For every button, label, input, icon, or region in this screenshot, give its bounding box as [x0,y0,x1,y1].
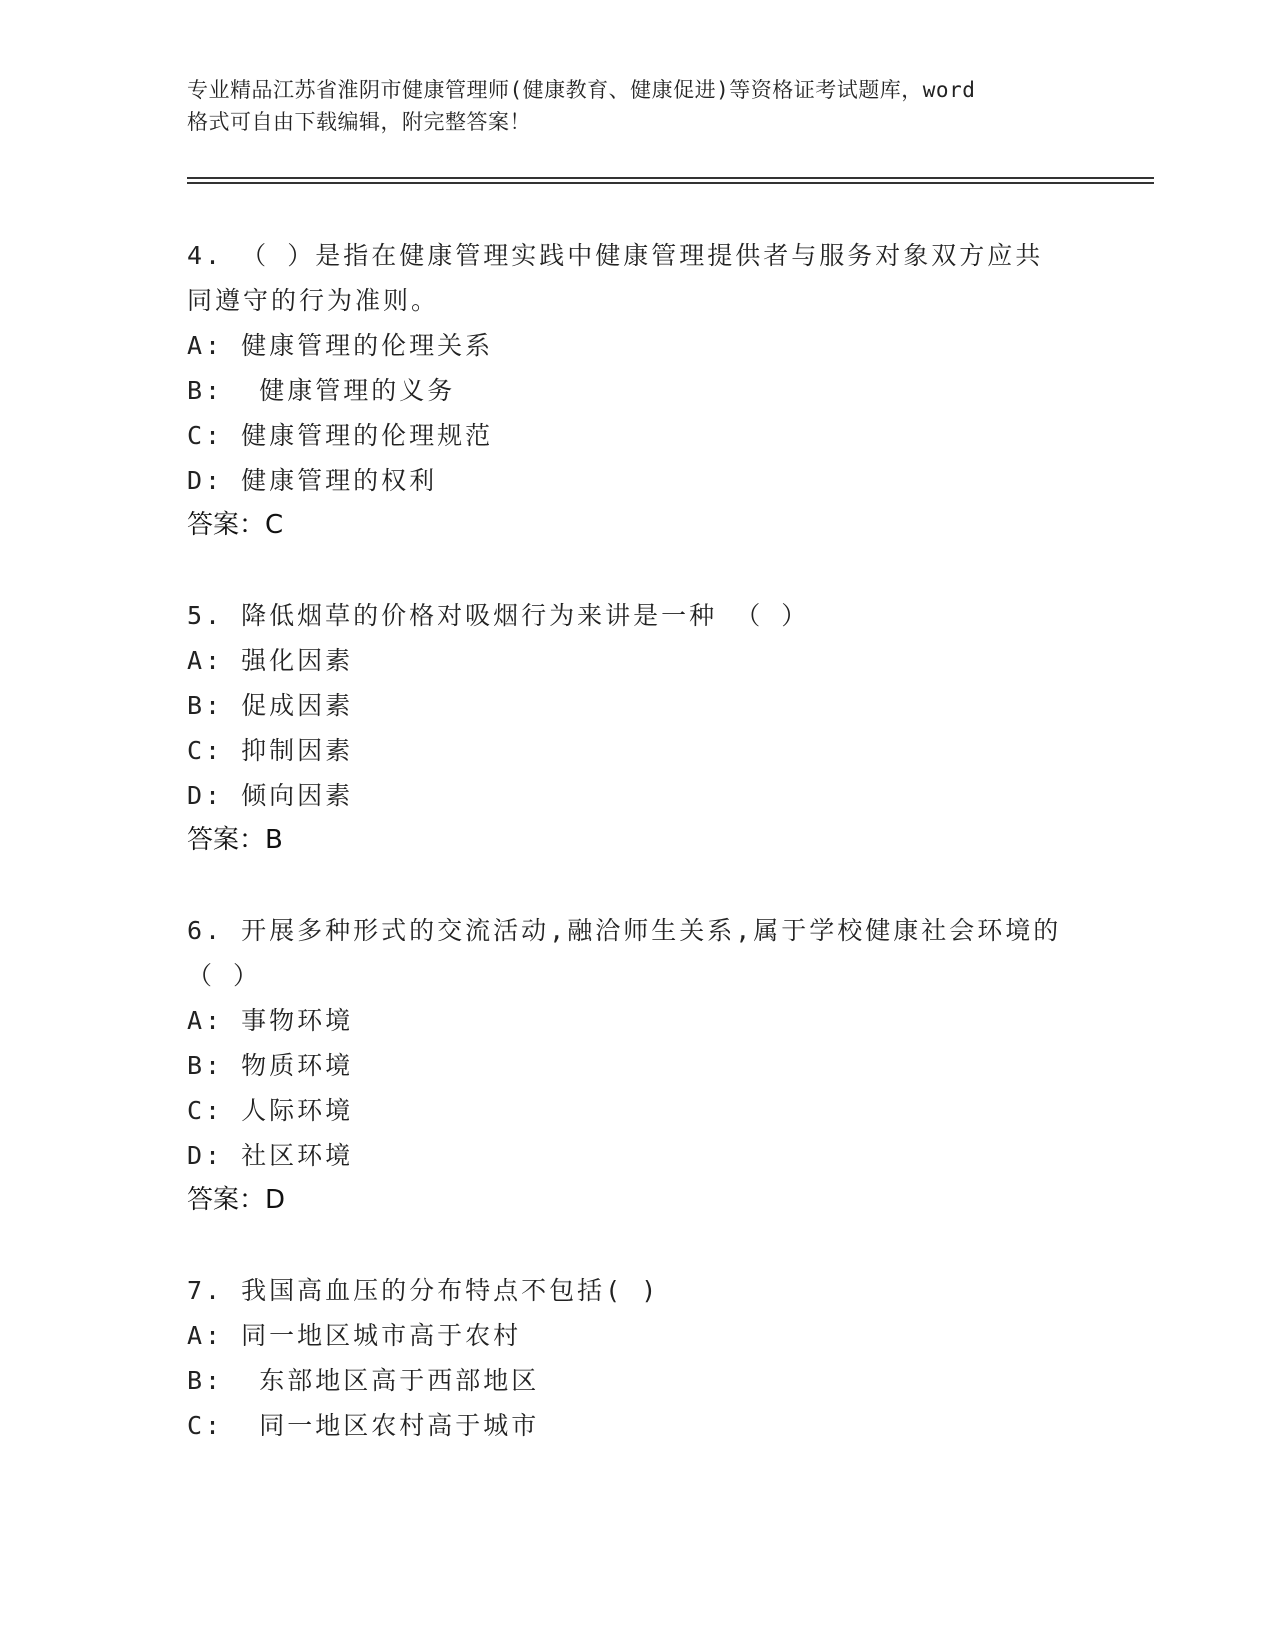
question-stem: 4. （ ）是指在健康管理实践中健康管理提供者与服务对象双方应共 [187,241,1044,270]
option-a: A: 强化因素 [187,646,354,675]
option-c: C: 抑制因素 [187,736,354,765]
option-b: B: 促成因素 [187,691,354,720]
option-b: B: 健康管理的义务 [187,376,456,405]
question-stem: 6. 开展多种形式的交流活动,融洽师生关系,属于学校健康社会环境的 [187,916,1062,945]
header-line-2: 格式可自由下载编辑，附完整答案！ [187,110,531,134]
option-d: D: 健康管理的权利 [187,466,438,495]
option-d: D: 社区环境 [187,1141,354,1170]
option-c: C: 同一地区农村高于城市 [187,1411,540,1440]
question-5 [187,593,1087,863]
answer: 答案：C [187,510,284,540]
answer: 答案：B [187,825,283,855]
header-divider-top [187,177,1154,179]
question-7 [187,1268,1087,1448]
header-line-1: 专业精品江苏省淮阴市健康管理师(健康教育、健康促进)等资格证考试题库，word [187,78,976,102]
option-b: B: 物质环境 [187,1051,354,1080]
question-6 [187,908,1087,1223]
option-a: A: 事物环境 [187,1006,354,1035]
option-a: A: 同一地区城市高于农村 [187,1321,522,1350]
option-c: C: 人际环境 [187,1096,354,1125]
header-divider-bottom [187,182,1154,184]
option-d: D: 倾向因素 [187,781,354,810]
question-stem-continued: （ ） [187,961,262,990]
document-header [187,74,1087,138]
question-stem-continued: 同遵守的行为准则。 [187,286,440,315]
question-stem: 7. 我国高血压的分布特点不包括( ) [187,1276,660,1305]
question-stem: 5. 降低烟草的价格对吸烟行为来讲是一种 （ ） [187,601,810,630]
question-list [187,233,1087,1448]
question-4 [187,233,1087,548]
option-a: A: 健康管理的伦理关系 [187,331,494,360]
option-b: B: 东部地区高于西部地区 [187,1366,540,1395]
answer: 答案：D [187,1185,286,1215]
option-c: C: 健康管理的伦理规范 [187,421,494,450]
